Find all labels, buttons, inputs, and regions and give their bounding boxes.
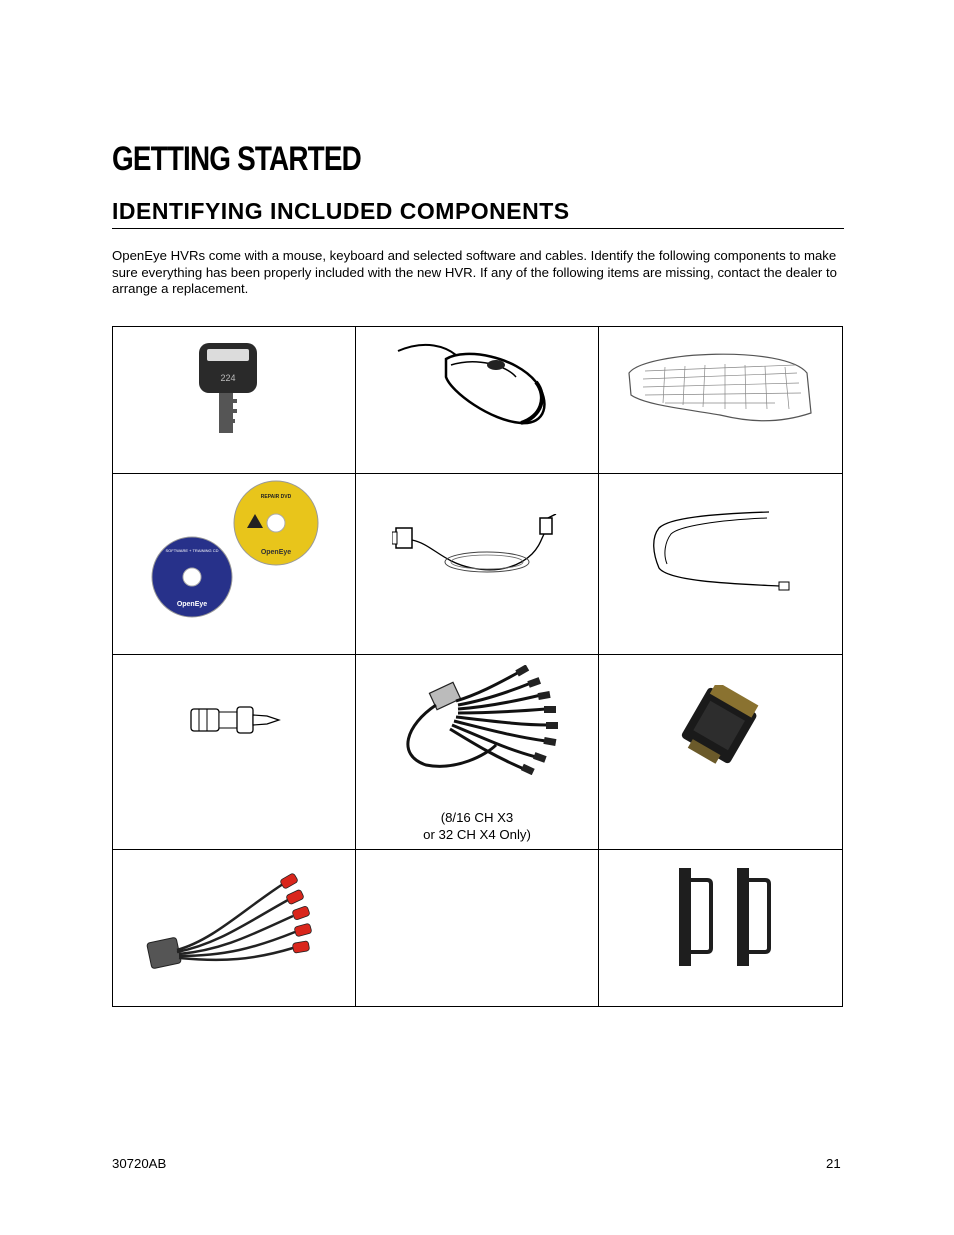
component-cell-rack-handles [599, 850, 842, 1007]
page-number: 21 [826, 1156, 841, 1171]
breakout-cable-icon [396, 665, 566, 775]
training-cd-icon [151, 536, 233, 618]
intro-paragraph: OpenEye HVRs come with a mouse, keyboard and selected software and cables. Identify the following components to make sure everything has been properly included with the new HVR. If any of the following items are missing, contact the dealer to arrange a replacement. [112, 248, 837, 296]
cd1-title: REPAIR DVD [260, 494, 292, 500]
component-cell-discs [113, 474, 355, 654]
page-title: GETTING STARTED [112, 140, 361, 178]
component-cell-empty [356, 850, 598, 1007]
component-cell-keyboard [599, 327, 842, 473]
key-number: 224 [220, 373, 236, 383]
component-cell-ir-cable [599, 474, 842, 654]
document-number: 30720AB [112, 1156, 167, 1171]
cd2-brand: OpenEye [176, 601, 208, 608]
key-icon [193, 341, 263, 436]
component-cell-dvi-adapter [599, 655, 842, 849]
dvi-vga-adapter-icon [677, 685, 763, 767]
mouse-icon [396, 337, 556, 427]
breakout-cable-caption-line2: or 32 CH X4 Only) [423, 827, 531, 842]
component-cell-bnc-adapter [113, 655, 355, 849]
power-cord-icon [392, 514, 562, 584]
cd2-title: SOFTWARE + TRAINING CD [165, 548, 219, 553]
cd1-brand: OpenEye [260, 549, 292, 556]
ir-cable-icon [649, 504, 799, 594]
keyboard-icon [625, 343, 815, 425]
breakout-cable-caption-line1: (8/16 CH X3 [440, 810, 514, 825]
component-cell-mouse [356, 327, 598, 473]
component-cell-key [113, 327, 355, 473]
component-cell-audio-cable [113, 850, 355, 1007]
component-cell-breakout-cable [356, 655, 598, 849]
components-table [112, 326, 843, 1007]
software-cd-icon [233, 480, 319, 566]
audio-breakout-cable-icon [143, 870, 323, 980]
section-title: IDENTIFYING INCLUDED COMPONENTS [112, 198, 570, 224]
component-cell-power-cord [356, 474, 598, 654]
bnc-rca-adapter-icon [187, 703, 283, 737]
section-divider [112, 228, 844, 229]
rack-handles-icon [675, 866, 775, 970]
